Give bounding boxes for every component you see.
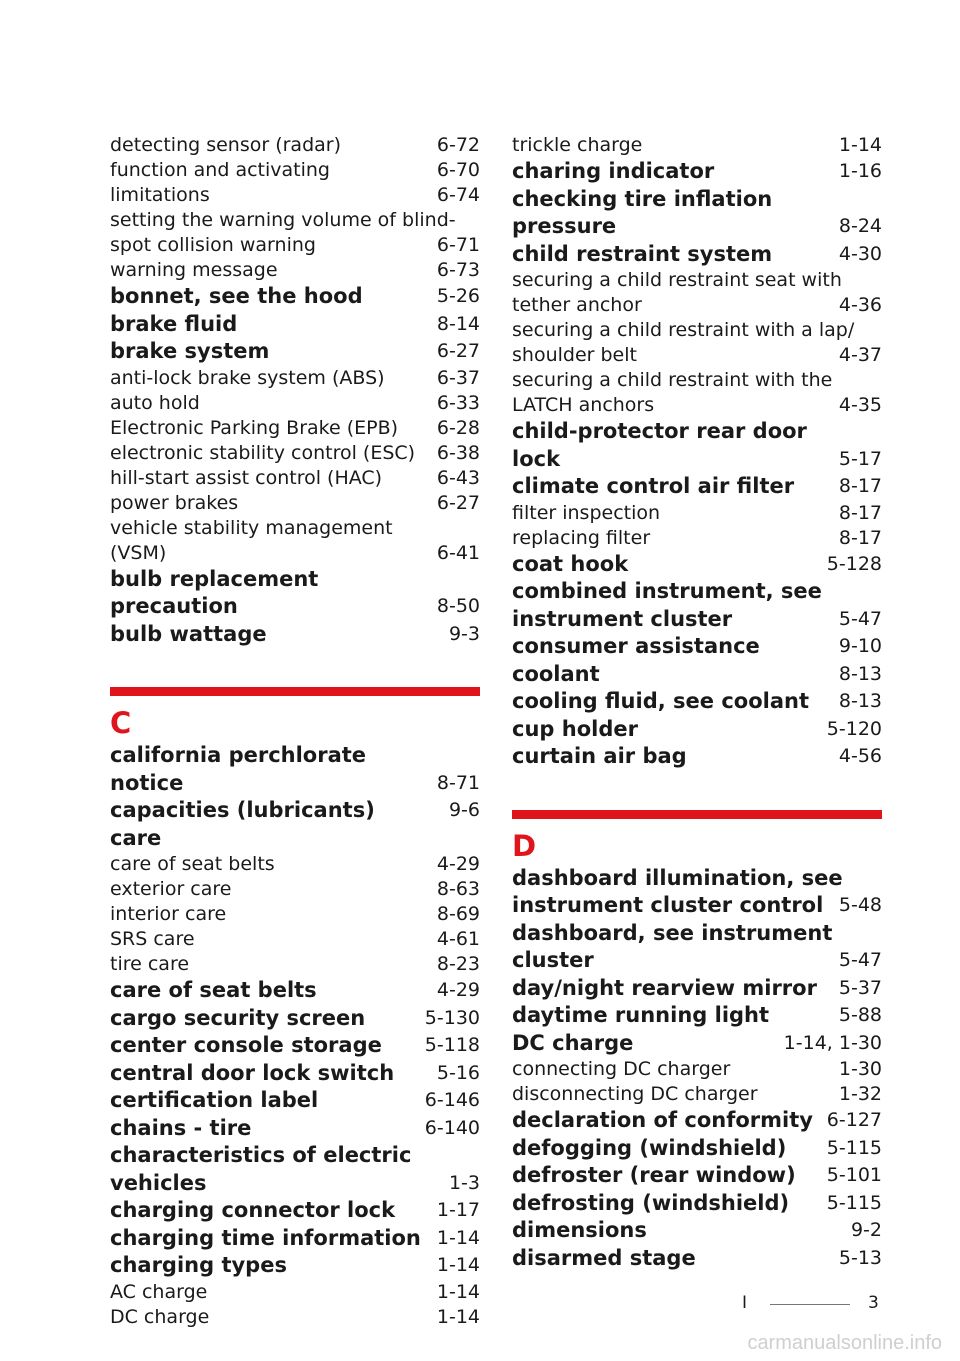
entry-term: dashboard illumination, see bbox=[512, 865, 843, 890]
entry-term: charing indicator bbox=[512, 159, 715, 183]
index-entry bbox=[512, 1162, 882, 1190]
index-entry bbox=[512, 158, 882, 186]
entry-page-ref: 5-16 bbox=[436, 1061, 480, 1084]
entry-page-ref: 6-74 bbox=[436, 184, 480, 206]
entry-term: defogging (windshield) bbox=[512, 1135, 787, 1160]
entry-page-ref: 4-35 bbox=[838, 394, 882, 416]
index-entry bbox=[512, 1002, 882, 1030]
entry-term: defroster (rear window) bbox=[512, 1163, 796, 1187]
entry-term: child restraint system bbox=[512, 241, 773, 266]
entry-term: disconnecting DC charger bbox=[512, 1083, 758, 1105]
index-subentry bbox=[110, 902, 480, 927]
entry-page-ref: 6-146 bbox=[424, 1089, 480, 1111]
entry-page-ref: 5-47 bbox=[838, 607, 882, 630]
entry-term: daytime running light bbox=[512, 1003, 770, 1027]
index-entry bbox=[512, 688, 882, 716]
index-entry bbox=[512, 947, 882, 975]
index-entry bbox=[512, 551, 882, 579]
index-entry bbox=[512, 743, 882, 771]
entry-term: function and activating bbox=[110, 159, 330, 181]
index-entry bbox=[512, 578, 882, 606]
index-subentry bbox=[110, 1305, 480, 1330]
index-entry bbox=[110, 977, 480, 1005]
index-subentry bbox=[110, 258, 480, 283]
entry-page-ref: 6-73 bbox=[436, 259, 480, 281]
entry-page-ref: 6-127 bbox=[826, 1109, 882, 1131]
entry-term: combined instrument, see bbox=[512, 579, 822, 603]
entry-term: anti-lock brake system (ABS) bbox=[110, 366, 385, 389]
entry-term: detecting sensor (radar) bbox=[110, 134, 342, 156]
index-entry bbox=[512, 186, 882, 214]
index-subentry bbox=[110, 366, 480, 391]
entry-term: charging types bbox=[110, 1253, 287, 1277]
entry-page-ref: 8-13 bbox=[838, 662, 882, 685]
entry-page-ref: 6-72 bbox=[436, 134, 480, 156]
index-subentry bbox=[512, 1082, 882, 1107]
index-entry bbox=[110, 1170, 480, 1198]
index-subentry bbox=[110, 233, 480, 258]
entry-term: shoulder belt bbox=[512, 344, 637, 366]
entry-page-ref: 8-24 bbox=[838, 215, 882, 237]
index-subentry bbox=[110, 391, 480, 416]
index-subentry bbox=[110, 516, 480, 541]
index-subentry bbox=[110, 183, 480, 208]
entry-term: cargo security screen bbox=[110, 1005, 366, 1030]
entry-page-ref: 1-14 bbox=[436, 1226, 480, 1249]
index-subentry bbox=[110, 1280, 480, 1305]
index-subentry bbox=[110, 541, 480, 566]
entry-term: brake fluid bbox=[110, 311, 238, 336]
entry-page-ref: 9-2 bbox=[850, 1219, 882, 1241]
index-entry bbox=[110, 311, 480, 339]
entry-page-ref: 6-37 bbox=[436, 366, 480, 389]
entry-term: day/night rearview mirror bbox=[512, 975, 817, 1000]
entry-term: cooling fluid, see coolant bbox=[512, 689, 809, 713]
index-subentry bbox=[512, 368, 882, 393]
index-entry bbox=[110, 797, 480, 825]
section-divider-bar bbox=[512, 810, 882, 819]
index-entry bbox=[512, 446, 882, 474]
entry-term: connecting DC charger bbox=[512, 1058, 731, 1080]
index-section-header bbox=[512, 810, 882, 863]
entry-term: care of seat belts bbox=[110, 853, 275, 875]
entry-page-ref: 8-71 bbox=[436, 771, 480, 794]
entry-term: trickle charge bbox=[512, 134, 643, 156]
entry-term: coolant bbox=[512, 661, 600, 686]
entry-term: securing a child restraint seat with bbox=[512, 269, 842, 291]
entry-page-ref: 1-14 bbox=[436, 1280, 480, 1303]
footer-rule bbox=[770, 1304, 850, 1305]
entry-term: vehicle stability management bbox=[110, 516, 393, 539]
entry-term: LATCH anchors bbox=[512, 394, 655, 416]
entry-term: AC charge bbox=[110, 1280, 208, 1303]
entry-page-ref: 4-56 bbox=[838, 745, 882, 767]
entry-page-ref: 6-38 bbox=[436, 441, 480, 464]
entry-page-ref: 5-13 bbox=[838, 1246, 882, 1269]
entry-term: interior care bbox=[110, 903, 227, 925]
entry-page-ref: 1-32 bbox=[838, 1083, 882, 1105]
entry-term: instrument cluster control bbox=[512, 893, 824, 917]
index-entry bbox=[512, 241, 882, 269]
index-subentry bbox=[512, 1057, 882, 1082]
index-subentry bbox=[512, 133, 882, 158]
entry-term: care bbox=[110, 825, 162, 850]
entry-page-ref: 4-61 bbox=[436, 928, 480, 950]
index-subentry bbox=[110, 208, 480, 233]
entry-page-ref: 1-3 bbox=[448, 1171, 480, 1194]
index-entry bbox=[110, 621, 480, 649]
entry-term: securing a child restraint with the bbox=[512, 369, 833, 391]
entry-page-ref: 8-17 bbox=[838, 475, 882, 497]
footer-page-number: 3 bbox=[868, 1293, 879, 1313]
index-subentry bbox=[512, 293, 882, 318]
index-entry bbox=[110, 1252, 480, 1280]
entry-term: characteristics of electric bbox=[110, 1143, 412, 1167]
entry-page-ref: 5-26 bbox=[436, 285, 480, 307]
entry-page-ref: 8-17 bbox=[838, 501, 882, 524]
entry-term: charging connector lock bbox=[110, 1198, 396, 1222]
entry-page-ref: 4-29 bbox=[436, 853, 480, 875]
entry-term: bulb wattage bbox=[110, 621, 267, 646]
entry-page-ref: 5-37 bbox=[838, 976, 882, 999]
entry-term: cup holder bbox=[512, 716, 638, 741]
index-entry bbox=[512, 633, 882, 661]
entry-page-ref: 1-14 bbox=[436, 1254, 480, 1276]
index-entry bbox=[110, 1225, 480, 1253]
entry-page-ref: 6-70 bbox=[436, 159, 480, 181]
entry-page-ref: 5-47 bbox=[838, 949, 882, 971]
entry-page-ref: 8-14 bbox=[436, 312, 480, 335]
section-letter: D bbox=[512, 828, 537, 863]
index-entry bbox=[512, 418, 882, 446]
entry-term: vehicles bbox=[110, 1170, 207, 1195]
index-subentry bbox=[110, 133, 480, 158]
entry-term: defrosting (windshield) bbox=[512, 1190, 790, 1215]
index-entry bbox=[512, 975, 882, 1003]
index-column-left bbox=[110, 133, 480, 1330]
index-entry bbox=[512, 716, 882, 744]
index-subentry bbox=[110, 927, 480, 952]
entry-term: pressure bbox=[512, 214, 617, 238]
entry-term: warning message bbox=[110, 259, 278, 281]
entry-term: checking tire inflation bbox=[512, 186, 773, 211]
entry-page-ref: 5-115 bbox=[826, 1191, 882, 1214]
entry-page-ref: 5-48 bbox=[838, 894, 882, 916]
entry-term: DC charge bbox=[512, 1030, 634, 1055]
index-subentry bbox=[110, 852, 480, 877]
index-entry bbox=[512, 1217, 882, 1245]
index-subentry bbox=[512, 318, 882, 343]
entry-page-ref: 9-10 bbox=[838, 635, 882, 657]
index-subentry bbox=[110, 466, 480, 491]
entry-page-ref: 5-130 bbox=[424, 1006, 480, 1029]
entry-page-ref: 9-3 bbox=[448, 622, 480, 645]
entry-term: center console storage bbox=[110, 1033, 382, 1057]
index-entry bbox=[110, 742, 480, 797]
entry-term: consumer assistance bbox=[512, 634, 760, 658]
index-subentry bbox=[512, 393, 882, 418]
entry-page-ref: 6-71 bbox=[436, 234, 480, 256]
index-entry bbox=[512, 920, 882, 948]
entry-term: exterior care bbox=[110, 878, 232, 900]
entry-page-ref: 1-14, 1-30 bbox=[783, 1031, 882, 1054]
entry-term: power brakes bbox=[110, 491, 239, 514]
index-subentry bbox=[110, 952, 480, 977]
index-entry bbox=[512, 1135, 882, 1163]
index-entry bbox=[110, 1087, 480, 1115]
index-entry bbox=[512, 661, 882, 689]
entry-term: hill-start assist control (HAC) bbox=[110, 466, 383, 489]
index-subentry bbox=[110, 877, 480, 902]
entry-page-ref: 6-43 bbox=[436, 466, 480, 489]
entry-page-ref: 9-6 bbox=[448, 799, 480, 821]
entry-term: tether anchor bbox=[512, 294, 642, 316]
entry-page-ref: 4-37 bbox=[838, 344, 882, 366]
watermark-text: carmanualsonline.info bbox=[747, 1332, 942, 1354]
entry-term: lock bbox=[512, 446, 561, 471]
entry-term: care of seat belts bbox=[110, 978, 317, 1002]
entry-term: instrument cluster bbox=[512, 606, 733, 631]
index-entry bbox=[110, 825, 480, 853]
index-subentry bbox=[512, 268, 882, 293]
entry-page-ref: 6-27 bbox=[436, 491, 480, 514]
entry-term: central door lock switch bbox=[110, 1060, 395, 1085]
index-entry bbox=[512, 1107, 882, 1135]
entry-term: securing a child restraint with a lap/ bbox=[512, 319, 855, 341]
index-entry bbox=[512, 865, 882, 893]
index-entry bbox=[512, 1245, 882, 1273]
entry-page-ref: 8-17 bbox=[838, 526, 882, 549]
index-entry bbox=[110, 1115, 480, 1143]
entry-term: auto hold bbox=[110, 391, 200, 414]
index-column-right bbox=[512, 133, 882, 1272]
entry-page-ref: 8-13 bbox=[838, 690, 882, 712]
entry-page-ref: 6-140 bbox=[424, 1116, 480, 1139]
index-entry bbox=[110, 1060, 480, 1088]
entry-page-ref: 4-36 bbox=[838, 294, 882, 316]
entry-page-ref: 1-17 bbox=[436, 1199, 480, 1221]
index-subentry bbox=[110, 158, 480, 183]
index-entry bbox=[512, 473, 882, 501]
entry-term: california perchlorate notice bbox=[110, 743, 367, 795]
entry-page-ref: 5-17 bbox=[838, 447, 882, 470]
entry-page-ref: 6-33 bbox=[436, 391, 480, 414]
entry-term: curtain air bag bbox=[512, 744, 687, 768]
index-entry bbox=[110, 283, 480, 311]
entry-term: certification label bbox=[110, 1088, 319, 1112]
entry-page-ref: 6-41 bbox=[436, 541, 480, 564]
entry-page-ref: 1-16 bbox=[838, 160, 882, 182]
entry-term: replacing filter bbox=[512, 526, 651, 549]
entry-page-ref: 5-88 bbox=[838, 1004, 882, 1026]
entry-term: brake system bbox=[110, 339, 270, 363]
section-divider-bar bbox=[110, 687, 480, 696]
index-entry bbox=[110, 1005, 480, 1033]
index-entry bbox=[512, 606, 882, 634]
footer-section-letter: I bbox=[742, 1293, 748, 1313]
entry-term: disarmed stage bbox=[512, 1245, 696, 1270]
index-subentry bbox=[512, 526, 882, 551]
entry-term: DC charge bbox=[110, 1305, 210, 1328]
index-entry bbox=[110, 1142, 480, 1170]
entry-term: coat hook bbox=[512, 551, 629, 576]
entry-term: filter inspection bbox=[512, 501, 661, 524]
index-entry bbox=[512, 213, 882, 241]
entry-term: spot collision warning bbox=[110, 234, 316, 256]
index-entry bbox=[110, 1197, 480, 1225]
entry-page-ref: 1-14 bbox=[838, 134, 882, 156]
entry-page-ref: 1-14 bbox=[436, 1305, 480, 1328]
entry-page-ref: 5-101 bbox=[826, 1164, 882, 1186]
entry-page-ref: 8-23 bbox=[436, 953, 480, 975]
entry-page-ref: 5-115 bbox=[826, 1136, 882, 1159]
entry-term: limitations bbox=[110, 184, 210, 206]
index-entry bbox=[512, 1030, 882, 1058]
entry-term: bonnet, see the hood bbox=[110, 284, 363, 308]
entry-page-ref: 8-69 bbox=[436, 903, 480, 925]
entry-term: tire care bbox=[110, 953, 190, 975]
index-entry bbox=[110, 1032, 480, 1060]
entry-page-ref: 6-28 bbox=[436, 416, 480, 439]
entry-page-ref: 5-120 bbox=[826, 717, 882, 740]
index-subentry bbox=[512, 501, 882, 526]
index-subentry bbox=[512, 343, 882, 368]
entry-term: capacities (lubricants) bbox=[110, 798, 375, 822]
entry-term: climate control air filter bbox=[512, 474, 795, 498]
entry-page-ref: 4-29 bbox=[436, 979, 480, 1001]
entry-term: (VSM) bbox=[110, 541, 167, 564]
entry-term: bulb replacement precaution bbox=[110, 566, 319, 618]
entry-page-ref: 5-118 bbox=[424, 1034, 480, 1056]
index-entry bbox=[512, 892, 882, 920]
entry-page-ref: 6-27 bbox=[436, 340, 480, 362]
entry-page-ref: 1-30 bbox=[838, 1058, 882, 1080]
entry-page-ref: 5-128 bbox=[826, 552, 882, 575]
entry-term: Electronic Parking Brake (EPB) bbox=[110, 416, 399, 439]
entry-term: declaration of conformity bbox=[512, 1108, 813, 1132]
index-section-header bbox=[110, 687, 480, 740]
entry-term: electronic stability control (ESC) bbox=[110, 441, 416, 464]
entry-term: dimensions bbox=[512, 1218, 647, 1242]
entry-term: cluster bbox=[512, 948, 594, 972]
index-entry bbox=[512, 1190, 882, 1218]
index-subentry bbox=[110, 416, 480, 441]
entry-term: dashboard, see instrument bbox=[512, 920, 833, 945]
index-entry bbox=[110, 338, 480, 366]
entry-term: child-protector rear door bbox=[512, 419, 807, 443]
entry-term: SRS care bbox=[110, 928, 195, 950]
index-subentry bbox=[110, 491, 480, 516]
index-entry bbox=[110, 566, 480, 621]
entry-term: chains - tire bbox=[110, 1115, 252, 1140]
entry-page-ref: 8-63 bbox=[436, 878, 480, 900]
index-subentry bbox=[110, 441, 480, 466]
entry-page-ref: 8-50 bbox=[436, 595, 480, 617]
entry-page-ref: 4-30 bbox=[838, 242, 882, 265]
entry-term: charging time information bbox=[110, 1225, 421, 1250]
section-letter: C bbox=[110, 706, 132, 740]
entry-term: setting the warning volume of blind- bbox=[110, 209, 456, 231]
